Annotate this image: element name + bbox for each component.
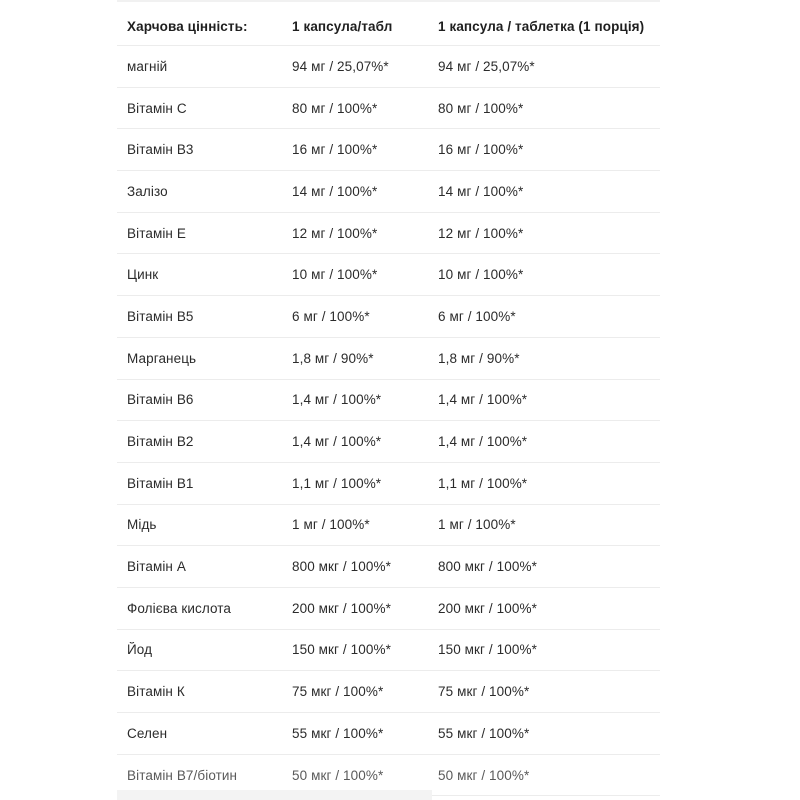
per-serving-value: 94 мг / 25,07%*	[438, 58, 535, 74]
nutrient-name: Цинк	[127, 267, 159, 283]
per-serving-value: 10 мг / 100%*	[438, 267, 524, 283]
table-row	[117, 421, 660, 463]
table-row	[117, 671, 660, 713]
per-serving-value: 1,8 мг / 90%*	[438, 350, 520, 366]
per-serving-value: 14 мг / 100%*	[438, 183, 524, 199]
table-row	[117, 129, 660, 171]
per-serving-value: 16 мг / 100%*	[438, 142, 524, 158]
per-capsule-value: 75 мкг / 100%*	[292, 684, 384, 700]
table-row	[117, 630, 660, 672]
per-capsule-value: 80 мг / 100%*	[292, 100, 378, 116]
per-serving-value: 1 мг / 100%*	[438, 517, 516, 533]
table-row	[117, 713, 660, 755]
per-capsule-value: 1,1 мг / 100%*	[292, 475, 382, 491]
header-nutrient: Харчова цінність:	[127, 19, 248, 34]
per-capsule-value: 1 мг / 100%*	[292, 517, 370, 533]
per-serving-value: 6 мг / 100%*	[438, 308, 516, 324]
per-capsule-value: 1,4 мг / 100%*	[292, 392, 382, 408]
per-capsule-value: 12 мг / 100%*	[292, 225, 378, 241]
bottom-fade-bar	[117, 790, 432, 800]
nutrient-name: Вітамін В7/біотин	[127, 767, 238, 783]
nutrient-name: Вітамін Е	[127, 225, 186, 241]
table-row	[117, 338, 660, 380]
per-serving-value: 80 мг / 100%*	[438, 100, 524, 116]
nutrient-name: Селен	[127, 725, 168, 741]
nutrient-name: Вітамін С	[127, 100, 187, 116]
table-row	[117, 213, 660, 255]
table-row	[117, 546, 660, 588]
table-row	[117, 380, 660, 422]
per-capsule-value: 10 мг / 100%*	[292, 267, 378, 283]
table-row	[117, 88, 660, 130]
nutrient-name: Вітамін В5	[127, 308, 194, 324]
table-row	[117, 463, 660, 505]
nutrient-name: Марганець	[127, 350, 197, 366]
per-serving-value: 1,4 мг / 100%*	[438, 434, 528, 450]
per-capsule-value: 55 мкг / 100%*	[292, 725, 384, 741]
per-serving-value: 800 мкг / 100%*	[438, 559, 537, 575]
nutrient-name: Вітамін В2	[127, 434, 194, 450]
table-row	[117, 505, 660, 547]
table-row	[117, 171, 660, 213]
per-serving-value: 150 мкг / 100%*	[438, 642, 537, 658]
per-serving-value: 12 мг / 100%*	[438, 225, 524, 241]
per-serving-value: 1,1 мг / 100%*	[438, 475, 528, 491]
table-row	[117, 588, 660, 630]
table-header-row	[117, 8, 660, 46]
nutrient-name: Вітамін В1	[127, 475, 194, 491]
nutrient-name: Вітамін К	[127, 684, 185, 700]
per-capsule-value: 200 мкг / 100%*	[292, 600, 391, 616]
nutrient-name: Вітамін В6	[127, 392, 194, 408]
table-row	[117, 254, 660, 296]
nutrient-name: Вітамін А	[127, 559, 186, 575]
per-serving-value: 55 мкг / 100%*	[438, 725, 530, 741]
nutrition-table	[117, 8, 660, 796]
per-serving-value: 50 мкг / 100%*	[438, 767, 530, 783]
nutrient-name: Залізо	[127, 183, 168, 199]
nutrient-name: Вітамін В3	[127, 142, 194, 158]
header-per-capsule: 1 капсула/табл	[292, 19, 393, 34]
per-capsule-value: 1,4 мг / 100%*	[292, 434, 382, 450]
per-capsule-value: 6 мг / 100%*	[292, 308, 370, 324]
per-capsule-value: 1,8 мг / 90%*	[292, 350, 374, 366]
header-per-serving: 1 капсула / таблетка (1 порція)	[438, 19, 645, 34]
table-row	[117, 46, 660, 88]
per-serving-value: 75 мкг / 100%*	[438, 684, 530, 700]
per-capsule-value: 16 мг / 100%*	[292, 142, 378, 158]
per-serving-value: 200 мкг / 100%*	[438, 600, 537, 616]
per-serving-value: 1,4 мг / 100%*	[438, 392, 528, 408]
nutrient-name: Фолієва кислота	[127, 600, 231, 616]
per-capsule-value: 14 мг / 100%*	[292, 183, 378, 199]
per-capsule-value: 50 мкг / 100%*	[292, 767, 384, 783]
nutrient-name: Мідь	[127, 517, 157, 533]
table-row	[117, 296, 660, 338]
per-capsule-value: 150 мкг / 100%*	[292, 642, 391, 658]
per-capsule-value: 94 мг / 25,07%*	[292, 58, 389, 74]
nutrient-name: Йод	[127, 642, 153, 658]
nutrient-name: магній	[127, 58, 168, 74]
per-capsule-value: 800 мкг / 100%*	[292, 559, 391, 575]
top-divider	[117, 0, 660, 2]
